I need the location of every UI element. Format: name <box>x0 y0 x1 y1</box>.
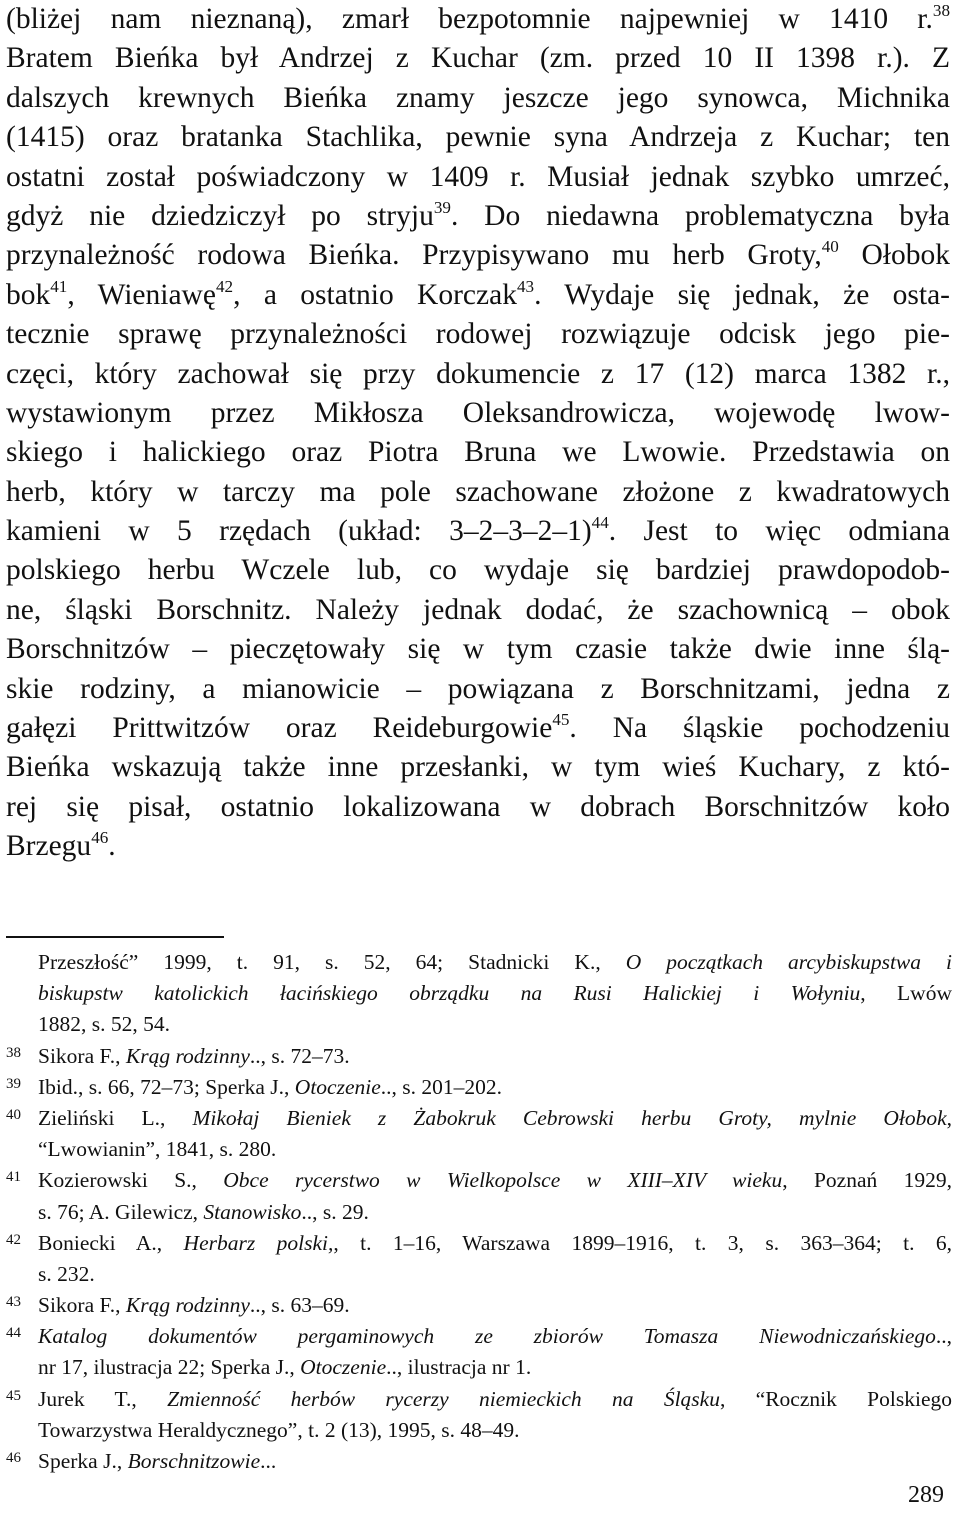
footnote-title: Katalog dokumentów pergaminowych ze zbiorów Tomasza Niewodniczańskiego <box>38 1324 936 1349</box>
footnote-line <box>38 1321 952 1352</box>
text-segment: . Jest to więc odmiana <box>608 515 950 548</box>
footnote-line <box>38 1134 952 1165</box>
footnote-reference[interactable]: 44 <box>591 513 609 533</box>
text-segment: kamieni w 5 rzędach (układ: 3–2–3–2–1) <box>6 515 592 548</box>
footnote-title: Krąg rodzinny <box>125 1043 250 1068</box>
footnote-text: Sperka J., <box>38 1449 128 1473</box>
footnote <box>0 1041 952 1072</box>
footnote-text: s. 76; A. Gilewicz, <box>38 1199 204 1224</box>
footnote-line <box>38 1446 952 1477</box>
text-line <box>6 0 950 39</box>
text-segment: bok <box>6 278 51 311</box>
footnote-title: Obce rycerstwo w Wielkopolsce w XIII–XIV wieku <box>223 1168 783 1193</box>
footnote <box>0 1446 952 1477</box>
text-segment: dalszych krewnych Bieńka znamy jeszcze jego synowca, Michnika <box>6 81 950 114</box>
text-line <box>6 355 950 394</box>
footnote-text: Przeszłość” 1999, t. 91, s. 52, 64; Stadnicki K., <box>38 950 626 974</box>
footnote <box>0 1103 952 1165</box>
footnote-text: .., <box>935 1324 952 1349</box>
footnote <box>0 1384 952 1446</box>
footnote-number: 44 <box>6 1325 21 1342</box>
text-segment: ne, śląski Borschnitz. Należy jednak dodać, że szachownicą – obok <box>6 593 950 626</box>
footnote-reference[interactable]: 42 <box>215 276 234 296</box>
text-line <box>6 630 950 669</box>
footnote-line <box>38 1041 952 1072</box>
footnote-number: 38 <box>6 1044 21 1061</box>
footnote <box>0 947 952 1041</box>
footnote-reference[interactable]: 39 <box>433 197 451 217</box>
footnote-text: Ibid., s. 66, 72–73; Sperka J., <box>38 1074 295 1099</box>
footnote-text: , Poznań 1929, <box>782 1168 952 1193</box>
footnote-separator <box>6 936 224 938</box>
footnote-title: Herbarz polski, <box>183 1230 334 1255</box>
text-segment: (1415) oraz bratanka Stachlika, pewnie syna Andrzeja z Kuchar; ten <box>6 121 950 154</box>
footnote-text: “Lwowianin”, 1841, s. 280. <box>38 1137 277 1162</box>
footnote-line <box>38 1165 952 1196</box>
text-line <box>6 433 950 472</box>
text-segment: przynależność rodowa Bieńka. Przypisywano mu herb Groty, <box>6 239 822 272</box>
text-line <box>6 748 950 787</box>
footnote-reference[interactable]: 41 <box>50 276 68 296</box>
text-segment: Bieńka wskazują także inne przesłanki, w tym wieś Kuchary, z któ- <box>6 751 950 784</box>
footnote-line <box>38 1009 952 1040</box>
footnote-text: Kozierowski S., <box>38 1168 224 1193</box>
text-line <box>6 473 950 512</box>
footnote-title: Otoczenie <box>294 1074 381 1099</box>
text-segment: polskiego herbu Wczele lub, co wydaje się bardziej prawdopodob- <box>6 554 950 587</box>
footnote-number: 39 <box>6 1075 21 1092</box>
text-line <box>6 551 950 590</box>
footnote-text: , Lwów <box>860 981 952 1006</box>
text-line <box>6 512 950 551</box>
text-segment: skie rodziny, a mianowicie – powiązana z Borschnitzami, jedna z <box>6 672 950 705</box>
footnote-title: Borschnitzowie <box>127 1449 261 1473</box>
text-segment: . <box>108 830 116 863</box>
footnote-text: .., ilustracja nr 1. <box>386 1355 532 1380</box>
text-line <box>6 197 950 236</box>
footnote-text: ... <box>260 1449 277 1473</box>
text-segment: Borschnitzów – pieczętowały się w tym czasie także dwie inne ślą- <box>6 633 950 666</box>
text-line <box>6 236 950 275</box>
text-segment: . Do niedawna problematyczna była <box>450 199 950 232</box>
text-line <box>6 315 950 354</box>
text-segment: . Wydaje się jednak, że osta- <box>534 278 951 311</box>
footnotes-section <box>0 947 952 1477</box>
text-segment: skiego i halickiego oraz Piotra Bruna we Lwowie. Przedstawia on <box>6 436 950 469</box>
text-segment: Bratem Bieńka był Andrzej z Kuchar (zm. przed 10 II 1398 r.). Z <box>6 42 950 75</box>
footnote-line <box>38 978 952 1009</box>
footnote-text: Sikora F., <box>38 1293 126 1318</box>
text-segment: , a ostatnio Korczak <box>233 278 517 311</box>
footnote-reference[interactable]: 40 <box>821 237 839 257</box>
footnote <box>0 1228 952 1290</box>
text-segment: gałęzi Prittwitzów oraz Reideburgowie <box>6 712 553 745</box>
footnote-text: .., s. 29. <box>301 1199 369 1224</box>
footnote-line <box>38 1103 952 1134</box>
footnote-line <box>38 1384 952 1415</box>
footnote-reference[interactable]: 45 <box>552 710 570 730</box>
footnote-line <box>38 947 952 978</box>
footnote <box>0 1072 952 1103</box>
footnote <box>0 1321 952 1383</box>
footnote-line <box>38 1352 952 1383</box>
text-line <box>6 79 950 118</box>
footnote-reference[interactable]: 46 <box>91 828 109 848</box>
text-segment: herb, który w tarczy ma pole szachowane złożone z kwadratowych <box>6 475 950 508</box>
footnote-number: 45 <box>6 1387 21 1404</box>
footnote-number: 40 <box>6 1106 21 1123</box>
footnote-title: Otoczenie <box>300 1355 387 1380</box>
footnote-number: 42 <box>6 1231 21 1248</box>
text-line <box>6 39 950 78</box>
text-line <box>6 591 950 630</box>
text-segment: Ołobok <box>838 239 951 272</box>
text-line <box>6 788 950 827</box>
footnote-line <box>38 1072 952 1103</box>
footnote-text: .., s. 72–73. <box>249 1043 350 1068</box>
text-segment: . Na śląskie pochodzeniu <box>569 712 950 745</box>
footnote-line <box>38 1197 952 1228</box>
text-segment: wystawionym przez Mikłosza Oleksandrowicza, wojewodę lwow- <box>6 396 950 429</box>
footnote-title: Krąg rodzinny <box>125 1293 250 1318</box>
text-line <box>6 709 950 748</box>
page-number: 289 <box>908 1482 944 1508</box>
footnote-text: .., s. 201–202. <box>380 1074 503 1099</box>
footnote-title: Zmienność herbów rycerzy niemieckich na Śląsku <box>167 1386 720 1411</box>
footnote-text: Sikora F., <box>38 1043 126 1068</box>
text-segment: (bliżej nam nieznaną), zmarł bezpotomnie najpewniej w 1410 r. <box>6 3 933 35</box>
footnote-title: O początkach arcybiskupstwa i <box>625 950 953 974</box>
footnote-text: , <box>946 1105 952 1130</box>
footnote-text: 1882, s. 52, 54. <box>38 1012 170 1037</box>
footnote-text: Jurek T., <box>38 1386 168 1411</box>
footnote-text: s. 232. <box>38 1261 95 1286</box>
footnote-text: , t. 1–16, Warszawa 1899–1916, t. 3, s. 363–364; t. 6, <box>333 1230 953 1255</box>
text-segment: ostatni został poświadczony w 1409 r. Musiał jednak szybko umrzeć, <box>6 160 950 193</box>
footnote <box>0 1165 952 1227</box>
text-segment: Brzegu <box>6 830 92 863</box>
footnote-line <box>38 1415 952 1446</box>
footnote-reference[interactable]: 43 <box>516 276 535 296</box>
text-segment: , Wieniawę <box>67 278 216 311</box>
footnote-title: biskupstw katolickich łacińskiego obrządku na Rusi Halickiej i Wołyniu <box>38 981 861 1006</box>
text-line <box>6 158 950 197</box>
footnote-text: nr 17, ilustracja 22; Sperka J., <box>38 1355 301 1380</box>
footnote-number: 46 <box>6 1450 21 1466</box>
text-line <box>6 670 950 709</box>
footnote-text: Towarzystwa Heraldycznego”, t. 2 (13), 1995, s. 48–49. <box>38 1417 520 1442</box>
footnote-text: , “Rocznik Polskiego <box>719 1386 952 1411</box>
text-segment: częci, który zachował się przy dokumencie z 17 (12) marca 1382 r., <box>6 357 950 390</box>
text-segment: gdyż nie dziedziczył po stryju <box>6 199 434 232</box>
footnote-title: Mikołaj Bieniek z Żabokruk Cebrowski herbu Groty, mylnie Ołobok <box>192 1105 947 1130</box>
footnote-line <box>38 1290 952 1321</box>
footnote-line <box>38 1228 952 1259</box>
text-segment: rej się pisał, ostatnio lokalizowana w dobrach Borschnitzów koło <box>6 790 950 823</box>
footnote-text: Zieliński L., <box>38 1105 193 1130</box>
text-line <box>6 118 950 157</box>
text-line <box>6 827 950 866</box>
footnote-title: Stanowisko <box>203 1199 302 1224</box>
footnote-number: 43 <box>6 1294 21 1311</box>
footnote-number: 41 <box>6 1169 21 1186</box>
footnote-text: .., s. 63–69. <box>249 1293 350 1318</box>
text-segment: tecznie sprawę przynależności rodowej rozwiązuje odcisk jego pie- <box>6 318 950 351</box>
footnote-text: Boniecki A., <box>38 1230 184 1255</box>
footnote-reference[interactable]: 38 <box>932 1 950 21</box>
text-line <box>6 394 950 433</box>
text-line <box>6 276 950 315</box>
footnote <box>0 1290 952 1321</box>
footnote-line <box>38 1259 952 1290</box>
main-text <box>6 0 950 867</box>
